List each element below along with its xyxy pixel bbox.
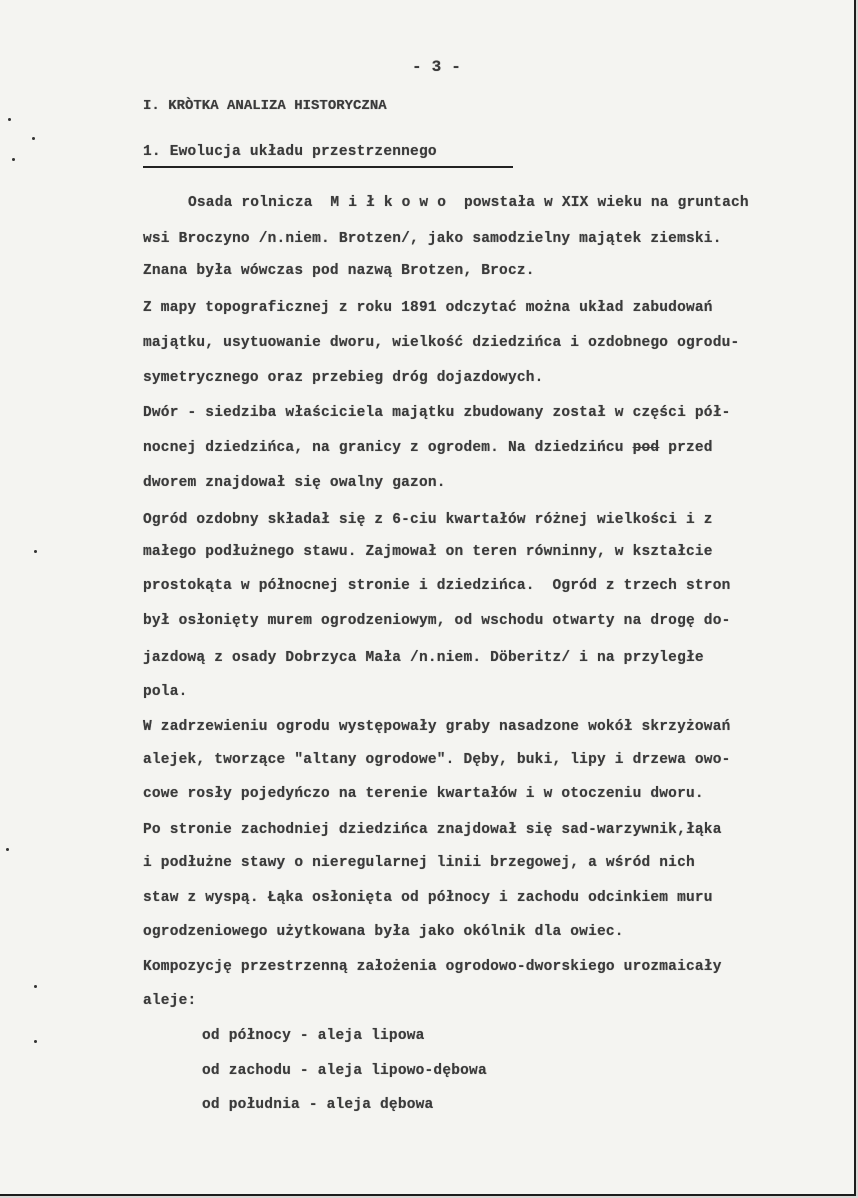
body-line: staw z wyspą. Łąka osłonięta od północy i zachodu odcinkiem muru [143, 890, 713, 906]
margin-mark [34, 985, 37, 988]
body-line: alejek, tworzące "altany ogrodowe". Dęby, buki, lipy i drzewa owo- [143, 752, 731, 768]
body-line: dworem znajdował się owalny gazon. [143, 475, 446, 491]
alley-list-item: od południa - aleja dębowa [202, 1097, 434, 1113]
subheading-underline [143, 166, 513, 168]
margin-mark [34, 1040, 37, 1043]
body-line-continuation [633, 440, 713, 456]
body-line: był osłonięty murem ogrodzeniowym, od wschodu otwarty na drogę do- [143, 613, 731, 629]
body-line: cowe rosły pojedyńczo na terenie kwartałów i w otoczeniu dworu. [143, 786, 704, 802]
body-line: Po stronie zachodniej dziedzińca znajdował się sad-warzywnik,łąka [143, 822, 722, 838]
page-number: - 3 - [412, 58, 462, 76]
body-line: symetrycznego oraz przebieg dróg dojazdowych. [143, 370, 544, 386]
body-line: Kompozycję przestrzenną założenia ogrodowo-dworskiego urozmaicały [143, 959, 722, 975]
after-struck-text: przed [659, 440, 713, 456]
body-line: Osada rolnicza M i ł k o w o powstała w XIX wieku na gruntach [188, 195, 749, 211]
body-line: ogrodzeniowego użytkowana była jako okólnik dla owiec. [143, 924, 624, 940]
margin-mark [32, 137, 35, 140]
body-line: aleje: [143, 993, 197, 1009]
body-line: wsi Broczyno /n.niem. Brotzen/, jako samodzielny majątek ziemski. [143, 231, 722, 247]
body-line: Z mapy topograficznej z roku 1891 odczytać można układ zabudowań [143, 300, 713, 316]
margin-mark [8, 118, 11, 121]
body-line: nocnej dziedzińca, na granicy z ogrodem. Na dziedzińcu [143, 440, 633, 456]
section-heading: I. KRÒTKA ANALIZA HISTORYCZNA [143, 98, 387, 114]
margin-mark [12, 158, 15, 161]
alley-list-item: od zachodu - aleja lipowo-dębowa [202, 1063, 487, 1079]
alley-list-item: od północy - aleja lipowa [202, 1028, 425, 1044]
body-line: Znana była wówczas pod nazwą Brotzen, Brocz. [143, 263, 535, 279]
body-line: jazdową z osady Dobrzyca Mała /n.niem. Döberitz/ i na przyległe [143, 650, 704, 666]
margin-mark [34, 550, 37, 553]
body-line: Dwór - siedziba właściciela majątku zbudowany został w części pół- [143, 405, 731, 421]
body-line: W zadrzewieniu ogrodu występowały graby nasadzone wokół skrzyżowań [143, 719, 731, 735]
body-line: pola. [143, 684, 188, 700]
struck-word: pod [632, 440, 660, 456]
body-line: Ogród ozdobny składał się z 6-ciu kwartałów różnej wielkości i z [143, 512, 713, 528]
body-line: i podłużne stawy o nieregularnej linii brzegowej, a wśród nich [143, 855, 695, 871]
body-line: majątku, usytuowanie dworu, wielkość dziedzińca i ozdobnego ogrodu- [143, 335, 740, 351]
subsection-heading: 1. Ewolucja układu przestrzennego [143, 144, 437, 160]
margin-mark [6, 848, 9, 851]
body-line: małego podłużnego stawu. Zajmował on teren równinny, w kształcie [143, 544, 713, 560]
body-line: prostokąta w północnej stronie i dziedzińca. Ogród z trzech stron [143, 578, 731, 594]
